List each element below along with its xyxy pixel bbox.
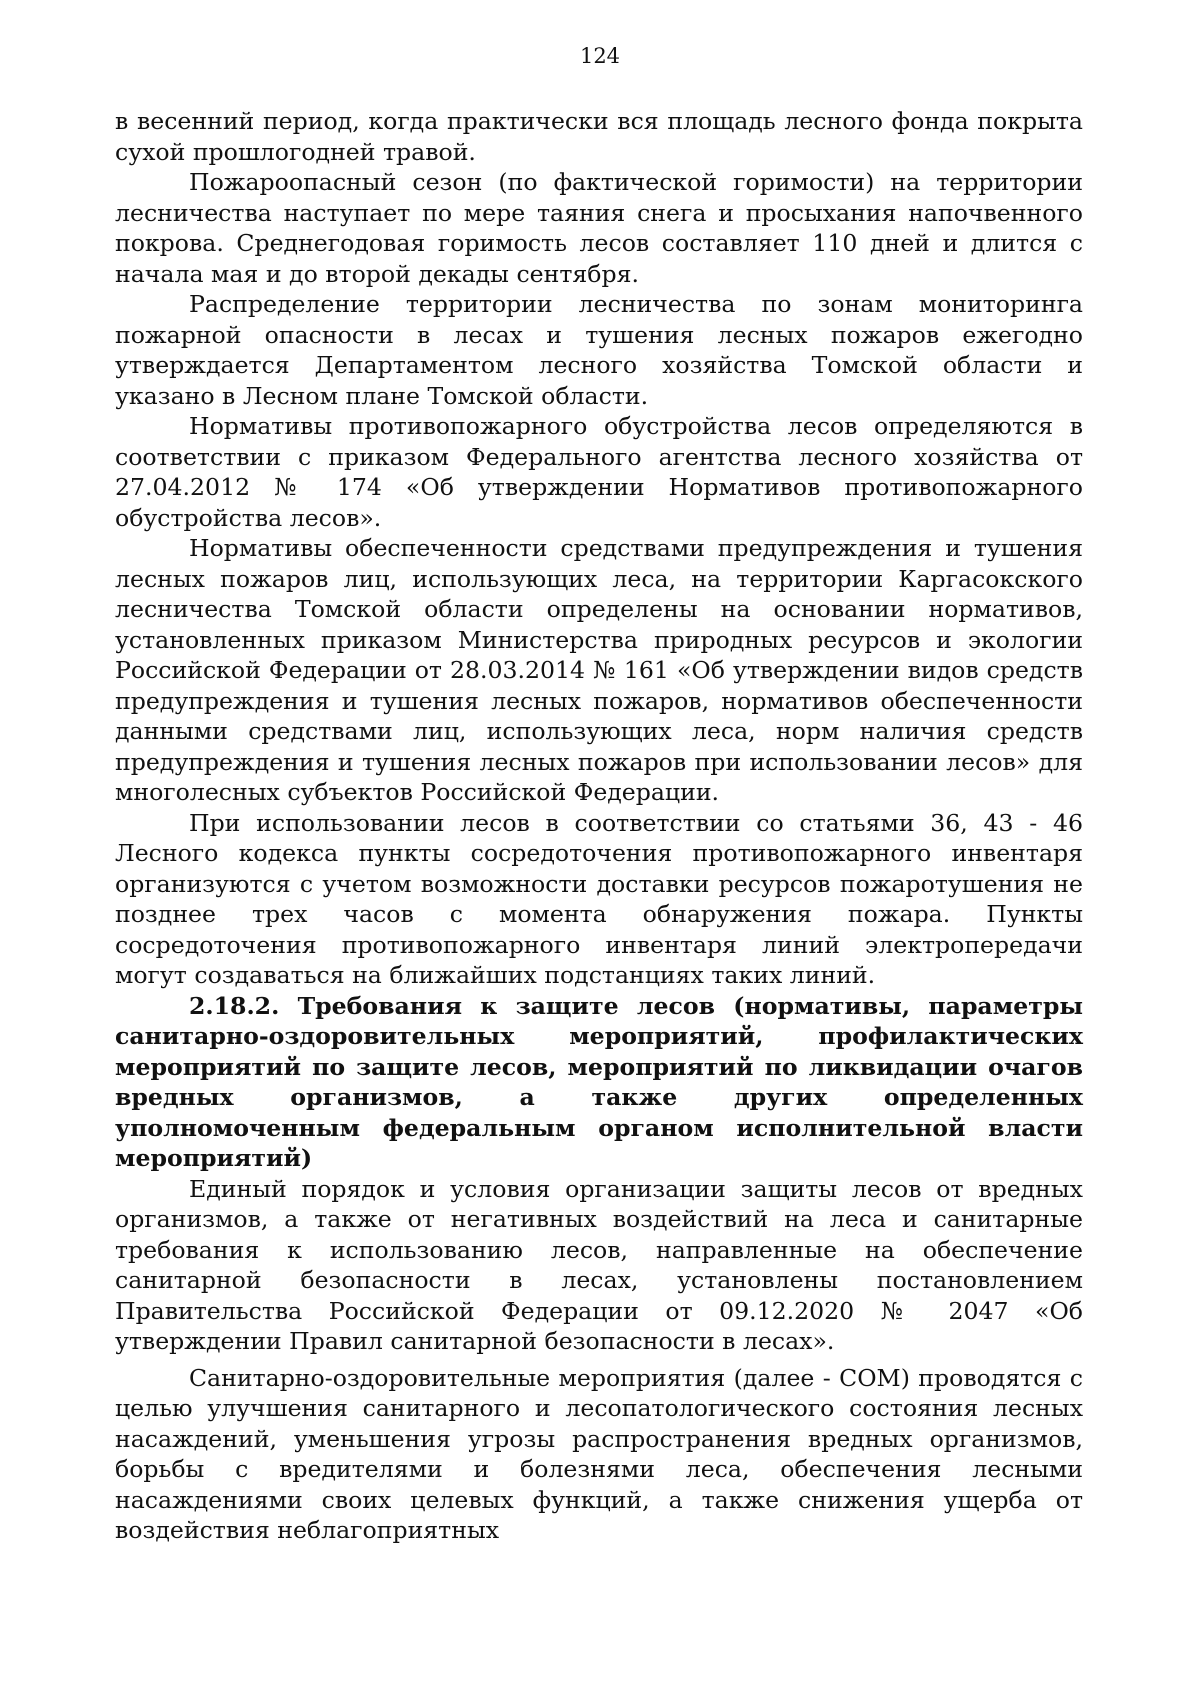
page-number: 124 (579, 44, 621, 68)
paragraph-fire-season: Пожароопасный сезон (по фактической горимости) на территории лесничества наступает по мере таяния снега и просыхания напочвенного покрова. Среднегодовая горимость лесов составляет 110 дней и длится с начала мая и до второй декады сентября. (115, 168, 1083, 288)
paragraph-fire-norms: Нормативы противопожарного обустройства лесов определяются в соответствии с приказом Федерального агентства лесного хозяйства от 27.04.2012 № 174 «Об утверждении Нормативов противопожарного обустройства лесов». (115, 412, 1083, 532)
document-body (115, 106, 1083, 1546)
paragraph-equipment-points: При использовании лесов в соответствии со статьями 36, 43 - 46 Лесного кодекса пункты сосредоточения противопожарного инвентаря организуются с учетом возможности доставки ресурсов пожаротушения не позднее трех часов с момента обнаружения пожара. Пункты сосредоточения противопожарного инвентаря линий электропередачи могут создаваться на ближайших подстанциях таких линий. (115, 808, 1083, 989)
paragraph-sanitary-rules: Единый порядок и условия организации защиты лесов от вредных организмов, а также от негативных воздействий на леса и санитарные требования к использованию лесов, направленные на обеспечение санитарной безопасности в лесах, установлены постановлением Правительства Российской Федерации от 09.12.2020 № 2047 «Об утверждении Правил санитарной безопасности в лесах». (115, 1174, 1083, 1355)
paragraph-equipment-norms: Нормативы обеспеченности средствами предупреждения и тушения лесных пожаров лиц, использующих леса, на территории Каргасокского лесничества Томской области определены на основании нормативов, установленных приказом Министерства природных ресурсов и экологии Российской Федерации от 28.03.2014 № 161 «Об утверждении видов средств предупреждения и тушения лесных пожаров, нормативов обеспеченности данными средствами лиц, использующих леса, норм наличия средств предупреждения и тушения лесных пожаров при использовании лесов» для многолесных субъектов Российской Федерации. (115, 534, 1083, 806)
paragraph-monitoring-zones: Распределение территории лесничества по зонам мониторинга пожарной опасности в лесах и тушения лесных пожаров ежегодно утверждается Департаментом лесного хозяйства Томской области и указано в Лесном плане Томской области. (115, 290, 1083, 410)
paragraph-continuation: в весенний период, когда практически вся площадь лесного фонда покрыта сухой прошлогодней травой. (115, 107, 1083, 166)
section-heading: 2.18.2. Требования к защите лесов (нормативы, параметры санитарно-оздоровительных мероприятий, профилактических мероприятий по защите лесов, мероприятий по ликвидации очагов вредных организмов, а также других определенных уполномоченным федеральным органом исполнительной власти мероприятий) (115, 991, 1083, 1172)
paragraph-som: Санитарно-оздоровительные мероприятия (далее - СОМ) проводятся с целью улучшения санитарного и лесопатологического состояния лесных насаждений, уменьшения угрозы распространения вредных организмов, борьбы с вредителями и болезнями леса, обеспечения лесными насаждениями своих целевых функций, а также снижения ущерба от воздействия неблагоприятных (115, 1363, 1083, 1544)
